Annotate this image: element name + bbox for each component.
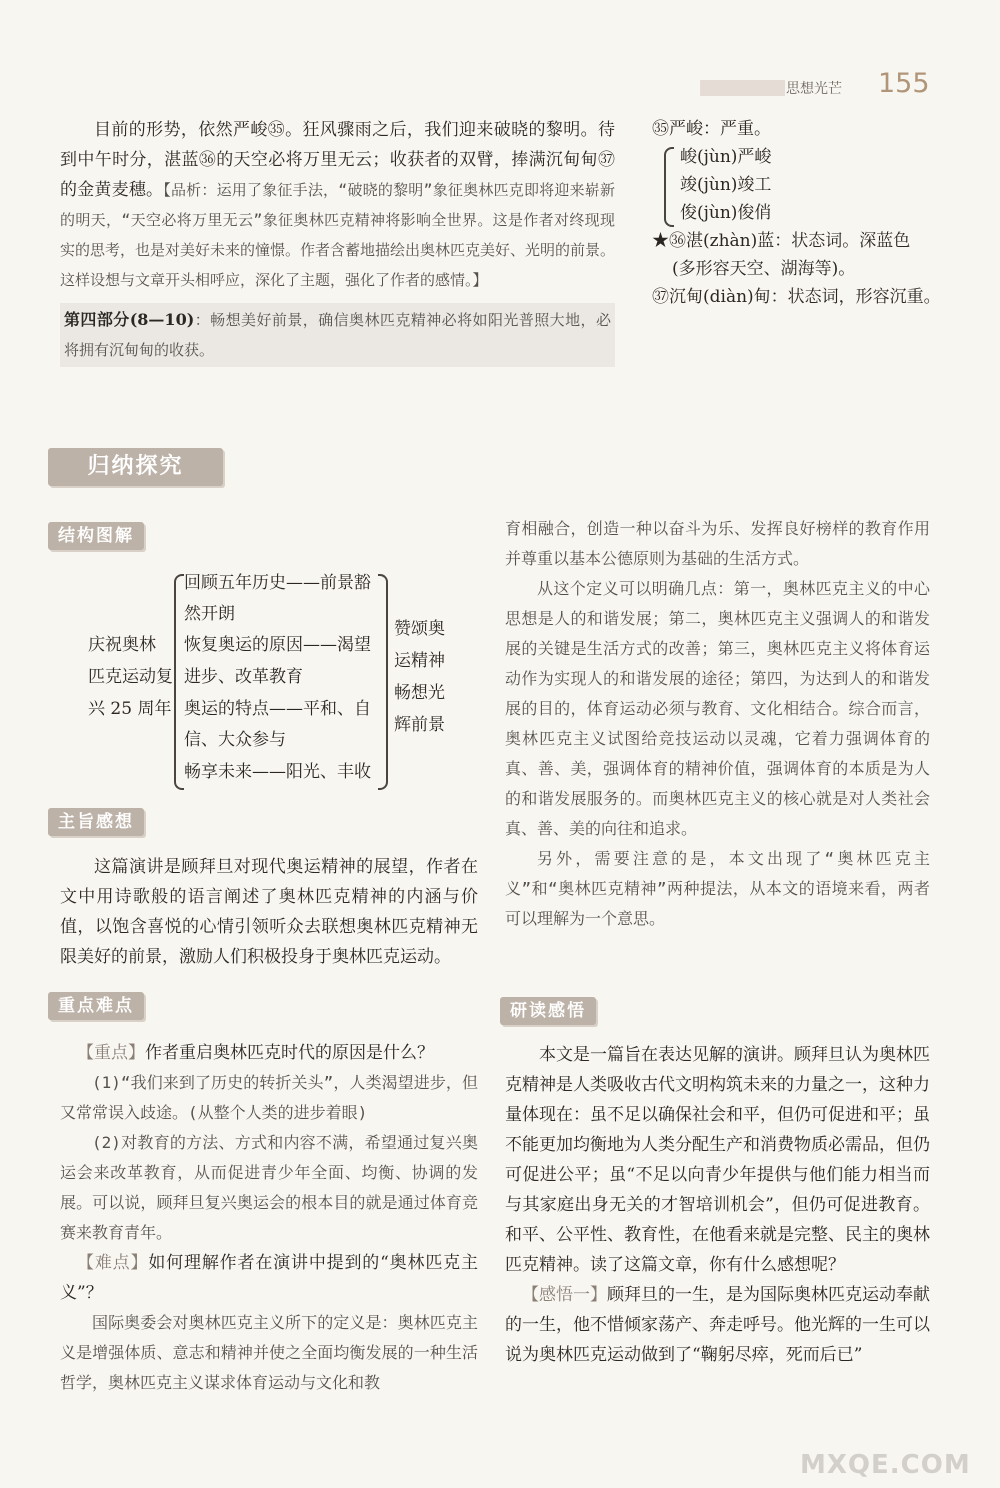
tree-branch: 回顾五年历史——前景豁 — [184, 573, 371, 593]
vocab-chendiandian: ㊲沉甸(diàn)甸：状态词，形容沉重。 — [652, 287, 941, 307]
theme-text: 这篇演讲是顾拜旦对现代奥运精神的展望，作者在文中用诗歌般的语言阐述了奥林匹克精神的内涵与价值，以饱含喜悦的心情引领听众去联想奥林匹克精神无限美好的前景，激励人们积极投身于奥林匹克运动。 — [60, 857, 478, 967]
header-bar — [700, 68, 940, 102]
reflection-text: 本文是一篇旨在表达见解的演讲。顾拜旦认为奥林匹克精神是人类吸收古代文明构筑未来的力量之一，这种力量体现在：虽不足以确保社会和平，但仍可促进和平；虽不能更加均衡地为人类分配生产和消费物质必需品，但仍可促进公平；虽“不足以向青少年提供与他们能力相当而与其家庭出身无关的才智培训机会”，但仍可促进教育。和平、公平性、教育性，在他看来就是完整、民主的奥林匹克精神。读了这篇文章，你有什么感想呢？ — [505, 1045, 930, 1275]
top-text-block — [60, 115, 615, 367]
tree-root-line: 兴 25 周年 — [88, 699, 172, 719]
vocab-notes — [652, 115, 942, 311]
theme-block — [60, 852, 478, 972]
summary-section-title: 归纳探究 — [48, 448, 223, 486]
theme-section-title: 主旨感想 — [48, 808, 144, 836]
focus-question: 作者重启奥林匹克时代的原因是什么？ — [145, 1043, 434, 1063]
tree-branch: 奥运的特点——平和、自 — [184, 699, 371, 719]
page-number: 155 — [878, 68, 930, 99]
tree-root-line: 庆祝奥林 — [88, 635, 156, 655]
insight-tag: 【感悟一】 — [522, 1285, 607, 1305]
vocab-item: 竣(jùn)竣工 — [680, 175, 772, 195]
vocab-brace — [664, 147, 674, 227]
annotation-text: 【品析：运用了象征手法，“破晓的黎明”象征奥林匹克即将迎来崭新的明天，“天空必将万里无云”象征奥林匹克精神将影响全世界。这是作者对终现现实的思考，也是对美好未来的憧憬。作者含蓄地描绘出奥林匹克美好、光明的前景。这样设想与文章开头相呼应，深化了主题，强化了作者的感情。】 — [60, 181, 616, 289]
part-four-label: 第四部分(8—10) — [64, 310, 195, 329]
tree-right-brace — [378, 574, 388, 790]
tree-conclusion: 运精神 — [394, 651, 445, 671]
definition-continued: 育相融合，创造一种以奋斗为乐、发挥良好榜样的教育作用并尊重以基本公德原则为基础的生活方式。 — [505, 519, 930, 568]
vocab-yanjun: ㉟严峻：严重。 — [652, 119, 771, 139]
tree-conclusion: 赞颂奥 — [394, 619, 445, 639]
key-section-title: 重点难点 — [48, 992, 144, 1020]
focus-tag: 【重点】 — [77, 1043, 145, 1063]
intro-text: 目前的形势，依然严峻㉟。狂风骤雨之后，我们迎来破晓的黎明。待到中午时分，湛蓝㊱的天空必将万里无云；收获者的双臂，捧满沉甸甸㊲的金黄麦穗。 — [60, 120, 615, 200]
definition-note: 另外，需要注意的是，本文出现了“奥林匹克主义”和“奥林匹克精神”两种提法，从本文的语境来看，两者可以理解为一个意思。 — [505, 849, 930, 928]
tree-branch: 信、大众参与 — [184, 730, 286, 750]
reflection-block — [505, 1040, 930, 1370]
structure-diagram — [60, 568, 480, 793]
section-header: 思想光芒 — [786, 81, 842, 97]
tree-conclusion: 辉前景 — [394, 715, 445, 735]
difficulty-answer: 国际奥委会对奥林匹克主义所下的定义是：奥林匹克主义是增强体质、意志和精神并使之全面均衡发展的一种生活哲学，奥林匹克主义谋求体育运动与文化和教 — [60, 1313, 478, 1392]
vocab-item: 峻(jùn)严峻 — [680, 147, 772, 167]
part-four-box — [60, 303, 615, 367]
insight-text: 顾拜旦的一生，是为国际奥林匹克运动奉献的一生，他不惜倾家荡产、奔走呼号。他光辉的一生可以说为奥林匹克运动做到了“鞠躬尽瘁，死而后已” — [505, 1285, 930, 1365]
reflection-section-title: 研读感悟 — [500, 997, 596, 1025]
tree-branch: 进步、改革教育 — [184, 667, 303, 687]
vocab-zhanlan: ★㊱湛(zhàn)蓝：状态词。深蓝色 — [652, 231, 911, 251]
definition-points: 从这个定义可以明确几点：第一，奥林匹克主义的中心思想是人的和谐发展；第二，奥林匹克主义强调人的和谐发展的关键是生活方式的改善；第三，奥林匹克主义将体育运动作为实现人的和谐发展的途径；第四，为达到人的和谐发展的目的，体育运动必须与教育、文化相结合。综合而言，奥林匹克主义试图给竞技运动以灵魂，它着力强调体育的真、善、美，强调体育的精神价值，强调体育的本质是为人的和谐发展服务的。而奥林匹克主义的核心就是对人类社会真、善、美的向往和追求。 — [505, 579, 930, 838]
key-block — [60, 1038, 478, 1398]
part-four-text: ：畅想美好前景，确信奥林匹克精神必将如阳光普照大地，必将拥有沉甸甸的收获。 — [64, 311, 611, 359]
vocab-zhanlan-cont: (多形容天空、湖海等)。 — [672, 259, 856, 279]
tree-branch: 畅享未来——阳光、丰收 — [184, 762, 371, 782]
difficulty-question: 如何理解作者在演讲中提到的“奥林匹克主义”？ — [60, 1253, 478, 1303]
tree-conclusion: 畅想光 — [394, 683, 445, 703]
watermark: MXQE.COM — [800, 1450, 971, 1480]
tree-branch: 恢复奥运的原因——渴望 — [184, 635, 371, 655]
structure-section-title: 结构图解 — [48, 522, 144, 550]
header-stripe — [700, 80, 785, 96]
tree-root-line: 匹克运动复 — [88, 667, 173, 687]
focus-answer-2: (2)对教育的方法、方式和内容不满，希望通过复兴奥运会来改革教育，从而促进青少年全面、均衡、协调的发展。可以说，顾拜旦复兴奥运会的根本目的就是通过体育竞赛来教育青年。 — [60, 1133, 478, 1242]
focus-answer-1: (1)“我们来到了历史的转折关头”，人类渴望进步，但又常常误入歧途。(从整个人类的进步着眼) — [60, 1073, 478, 1122]
difficulty-tag: 【难点】 — [77, 1253, 149, 1273]
tree-branch: 然开朗 — [184, 604, 235, 624]
tree-left-brace — [174, 574, 184, 790]
vocab-item: 俊(jùn)俊俏 — [680, 203, 772, 223]
right-column-top — [505, 514, 930, 934]
